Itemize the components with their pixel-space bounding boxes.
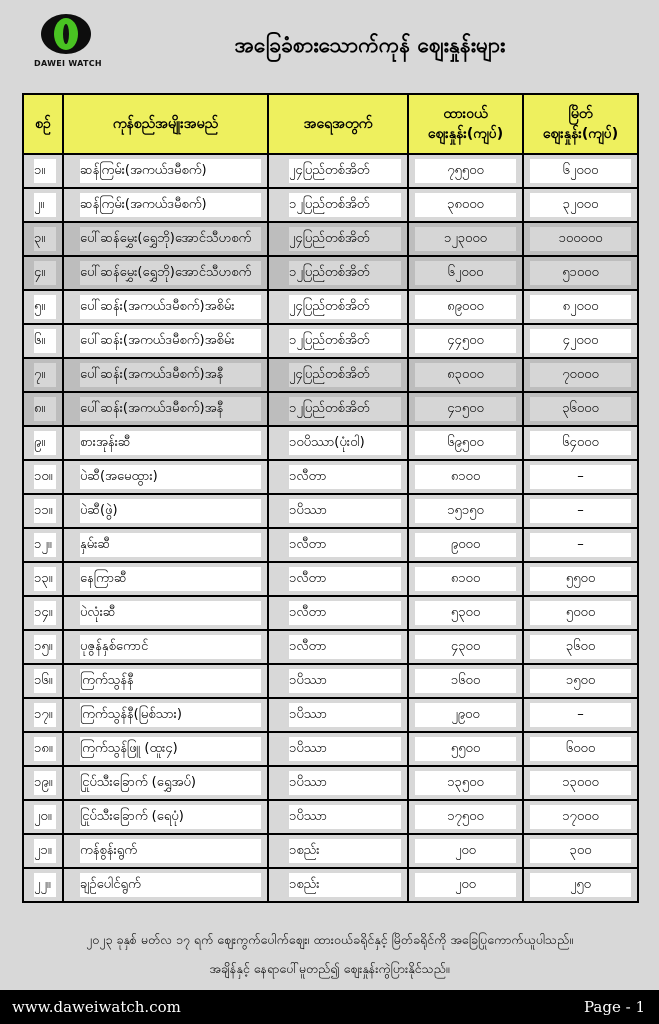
row-dawei-price-cell (408, 596, 523, 630)
table-row (23, 154, 638, 188)
row-item-name-cell (63, 834, 268, 868)
footer-page-number: Page - 1 (584, 998, 645, 1016)
row-myeik-price: ၃၆၀၀ (530, 635, 631, 659)
row-unit: ၂၄ပြည်တစ်အိတ် (289, 159, 401, 183)
row-unit: ၁ပိဿာ (289, 669, 401, 693)
row-item-name: ပေါ်ဆန်း(အကယ်ဒမီစက်)အစိမ်း (80, 295, 261, 319)
row-dawei-price: ၄၁၅၀၀ (415, 397, 516, 421)
row-item-name: ကြက်သွန်နီ(မြစ်သား) (80, 703, 261, 727)
row-item-name: နှမ်းဆီ (80, 533, 261, 557)
row-unit-cell (268, 630, 408, 664)
row-item-name-cell (63, 256, 268, 290)
row-item-name: ပဲလုံးဆီ (80, 601, 261, 625)
row-unit-cell (268, 664, 408, 698)
table-body (23, 154, 638, 902)
row-unit: ၁လီတာ (289, 635, 401, 659)
row-unit: ၁၂ပြည်တစ်အိတ် (289, 329, 401, 353)
table-row (23, 392, 638, 426)
row-dawei-price: ၁၆၀၀ (415, 669, 516, 693)
row-number-cell (23, 868, 63, 902)
row-unit: ၁ပိဿာ (289, 805, 401, 829)
logo-text: DAWEI WATCH (34, 59, 102, 68)
row-myeik-price-cell (523, 868, 638, 902)
row-myeik-price-cell (523, 222, 638, 256)
row-item-name-cell (63, 596, 268, 630)
row-number-cell (23, 732, 63, 766)
row-number-cell (23, 290, 63, 324)
row-number-cell (23, 392, 63, 426)
row-item-name-cell (63, 494, 268, 528)
row-number-cell (23, 766, 63, 800)
row-item-name: ပဲဆီ(ဖွဲ) (80, 499, 261, 523)
row-myeik-price: – (530, 703, 631, 727)
row-myeik-price: ၁၇၀၀၀ (530, 805, 631, 829)
table-row (23, 188, 638, 222)
row-number: ၁၉။ (34, 771, 56, 795)
row-unit: ၂၄ပြည်တစ်အိတ် (289, 227, 401, 251)
table-row (23, 528, 638, 562)
row-dawei-price-cell (408, 460, 523, 494)
row-unit-cell (268, 154, 408, 188)
row-number-cell (23, 596, 63, 630)
row-number: ၅။ (34, 295, 56, 319)
row-item-name-cell (63, 800, 268, 834)
row-item-name: ပုဇွန်နှစ်ကောင် (80, 635, 261, 659)
row-unit: ၂၄ပြည်တစ်အိတ် (289, 295, 401, 319)
row-item-name: ပေါ်ဆန်မွှေး(ရွှေဘို)အောင်သီဟစက် (80, 261, 261, 285)
row-unit-cell (268, 188, 408, 222)
header-name: ကုန်စည်အမျိုးအမည် (63, 94, 268, 154)
row-myeik-price-cell (523, 664, 638, 698)
row-number: ၁၀။ (34, 465, 56, 489)
row-unit-cell (268, 834, 408, 868)
row-dawei-price: ၇၅၅၀၀ (415, 159, 516, 183)
row-unit-cell (268, 222, 408, 256)
row-dawei-price-cell (408, 188, 523, 222)
row-myeik-price: ၅၅၀၀ (530, 567, 631, 591)
table-row (23, 630, 638, 664)
row-item-name-cell (63, 460, 268, 494)
row-dawei-price: ၁၂၃၀၀၀ (415, 227, 516, 251)
row-dawei-price: ၂၀၀ (415, 839, 516, 863)
row-myeik-price: – (530, 465, 631, 489)
row-unit: ၁ပိဿာ (289, 737, 401, 761)
row-unit: ၁၀ပိဿာ(ပုံးဝါ) (289, 431, 401, 455)
row-myeik-price: ၃၀၀ (530, 839, 631, 863)
table-row (23, 562, 638, 596)
row-number: ၁၂။ (34, 533, 56, 557)
row-item-name-cell (63, 766, 268, 800)
row-unit: ၁လီတာ (289, 465, 401, 489)
header-dawei-unit: ဈေးနှုန်း(ကျပ်) (427, 126, 504, 142)
row-item-name-cell (63, 222, 268, 256)
row-dawei-price: ၅၅၀၀ (415, 737, 516, 761)
row-myeik-price: ၃၆၀၀၀ (530, 397, 631, 421)
row-myeik-price-cell (523, 834, 638, 868)
row-dawei-price-cell (408, 494, 523, 528)
row-dawei-price: ၅၃၀၀ (415, 601, 516, 625)
row-item-name-cell (63, 426, 268, 460)
row-unit: ၂၄ပြည်တစ်အိတ် (289, 363, 401, 387)
row-number: ၁၆။ (34, 669, 56, 693)
row-number-cell (23, 630, 63, 664)
row-myeik-price: ၁၅၀၀ (530, 669, 631, 693)
row-dawei-price: ၈၁၀၀ (415, 567, 516, 591)
row-unit-cell (268, 256, 408, 290)
row-number: ၁၁။ (34, 499, 56, 523)
row-unit: ၁စည်း (289, 839, 401, 863)
row-item-name: ပေါ်ဆန်း(အကယ်ဒမီစက်)အစိမ်း (80, 329, 261, 353)
row-number: ၆။ (34, 329, 56, 353)
row-dawei-price-cell (408, 800, 523, 834)
row-item-name: ပေါ်ဆန်း(အကယ်ဒမီစက်)အနီ (80, 397, 261, 421)
row-myeik-price-cell (523, 154, 638, 188)
row-item-name: ကြက်သွန်နီ (80, 669, 261, 693)
row-myeik-price-cell (523, 698, 638, 732)
row-unit-cell (268, 426, 408, 460)
header-myeik-price (523, 94, 638, 154)
row-myeik-price: ၆၂၀၀၀ (530, 159, 631, 183)
row-myeik-price: ၆၄၀၀၀ (530, 431, 631, 455)
row-myeik-price-cell (523, 392, 638, 426)
row-dawei-price-cell (408, 868, 523, 902)
row-myeik-price: ၃၂၀၀၀ (530, 193, 631, 217)
row-number: ၁၈။ (34, 737, 56, 761)
row-dawei-price-cell (408, 834, 523, 868)
table-header-row (23, 94, 638, 154)
row-unit-cell (268, 528, 408, 562)
row-myeik-price-cell (523, 426, 638, 460)
row-item-name-cell (63, 188, 268, 222)
row-unit-cell (268, 324, 408, 358)
table-row (23, 766, 638, 800)
row-myeik-price: ၄၂၀၀၀ (530, 329, 631, 353)
row-number: ၂၀။ (34, 805, 56, 829)
row-unit-cell (268, 494, 408, 528)
row-unit: ၁လီတာ (289, 567, 401, 591)
row-number-cell (23, 222, 63, 256)
row-number-cell (23, 664, 63, 698)
row-item-name: ချဉ်ပေါင်ရွက် (80, 873, 261, 897)
row-dawei-price-cell (408, 358, 523, 392)
row-unit-cell (268, 698, 408, 732)
logo (22, 14, 114, 84)
row-dawei-price-cell (408, 732, 523, 766)
row-myeik-price: ၈၂၀၀၀ (530, 295, 631, 319)
row-item-name-cell (63, 698, 268, 732)
row-number-cell (23, 154, 63, 188)
table-row (23, 256, 638, 290)
table-row (23, 222, 638, 256)
eye-icon (41, 14, 91, 54)
row-dawei-price-cell (408, 630, 523, 664)
row-dawei-price: ၁၇၅၀၀ (415, 805, 516, 829)
row-myeik-price: – (530, 533, 631, 557)
row-unit-cell (268, 460, 408, 494)
row-number: ၁၇။ (34, 703, 56, 727)
row-unit: ၁၂ပြည်တစ်အိတ် (289, 261, 401, 285)
row-item-name: ကန်စွန်းရွက် (80, 839, 261, 863)
footer-website[interactable]: www.daweiwatch.com (12, 998, 181, 1016)
row-myeik-price-cell (523, 460, 638, 494)
row-number: ၁။ (34, 159, 56, 183)
row-dawei-price: ၆၂၀၀၀ (415, 261, 516, 285)
row-number: ၁၄။ (34, 601, 56, 625)
row-number: ၂၂။ (34, 873, 56, 897)
note-line-1: ၂၀၂၃ ခုနှစ် မတ်လ ၁၇ ရက် ဈေးကွက်ပေါက်ဈေး၊ ထားဝယ်ခရိုင်နှင့် မြိတ်ခရိုင်ကို အခြေပြုကောက်ယူပါသည်။ (86, 932, 573, 947)
row-unit: ၁ပိဿာ (289, 499, 401, 523)
row-item-name: ပေါ်ဆန်း(အကယ်ဒမီစက်)အနီ (80, 363, 261, 387)
row-dawei-price: ၄၄၅၀၀ (415, 329, 516, 353)
row-item-name: ငြုပ်သီးခြောက် (ရွှေအပ်) (80, 771, 261, 795)
row-item-name: နေကြာဆီ (80, 567, 261, 591)
row-item-name: ဆန်ကြမ်း(အကယ်ဒမီစက်) (80, 193, 261, 217)
row-item-name: ဆန်ကြမ်း(အကယ်ဒမီစက်) (80, 159, 261, 183)
row-unit: ၁စည်း (289, 873, 401, 897)
row-item-name-cell (63, 154, 268, 188)
row-number-cell (23, 528, 63, 562)
row-number: ၇။ (34, 363, 56, 387)
row-item-name-cell (63, 358, 268, 392)
table-row (23, 290, 638, 324)
row-dawei-price-cell (408, 324, 523, 358)
row-number-cell (23, 256, 63, 290)
row-dawei-price-cell (408, 154, 523, 188)
row-myeik-price: ၁၃၀၀၀ (530, 771, 631, 795)
row-item-name: ပဲဆီ(အမေထွား) (80, 465, 261, 489)
row-dawei-price-cell (408, 528, 523, 562)
header-unit: အရေအတွက် (268, 94, 408, 154)
row-myeik-price-cell (523, 596, 638, 630)
row-dawei-price-cell (408, 562, 523, 596)
row-dawei-price-cell (408, 426, 523, 460)
row-dawei-price-cell (408, 222, 523, 256)
row-unit-cell (268, 868, 408, 902)
row-dawei-price-cell (408, 766, 523, 800)
row-myeik-price-cell (523, 766, 638, 800)
row-unit: ၁လီတာ (289, 533, 401, 557)
row-myeik-price-cell (523, 324, 638, 358)
row-myeik-price-cell (523, 290, 638, 324)
row-myeik-price-cell (523, 528, 638, 562)
row-number-cell (23, 426, 63, 460)
row-number: ၂။ (34, 193, 56, 217)
row-unit: ၁ပိဿာ (289, 771, 401, 795)
row-number: ၈။ (34, 397, 56, 421)
row-item-name-cell (63, 664, 268, 698)
row-dawei-price-cell (408, 664, 523, 698)
row-myeik-price-cell (523, 732, 638, 766)
row-myeik-price-cell (523, 494, 638, 528)
page-title: အခြေခံစားသောက်ကုန် ဈေးနှုန်းများ (234, 33, 506, 57)
table-row (23, 800, 638, 834)
table-row (23, 868, 638, 902)
row-myeik-price-cell (523, 188, 638, 222)
row-unit: ၁လီတာ (289, 601, 401, 625)
row-unit: ၁၂ပြည်တစ်အိတ် (289, 397, 401, 421)
row-unit-cell (268, 290, 408, 324)
row-dawei-price-cell (408, 256, 523, 290)
row-myeik-price: ၂၅၀ (530, 873, 631, 897)
row-dawei-price: ၈၃၀၀၀ (415, 363, 516, 387)
row-dawei-price: ၂၉၀၀ (415, 703, 516, 727)
row-myeik-price: ၅၀၀၀ (530, 601, 631, 625)
row-myeik-price: ၆၀၀၀ (530, 737, 631, 761)
table-row (23, 494, 638, 528)
row-item-name: ငြုပ်သီးခြောက် (ရေပုံ) (80, 805, 261, 829)
row-myeik-price-cell (523, 562, 638, 596)
row-number: ၄။ (34, 261, 56, 285)
table-row (23, 596, 638, 630)
row-number: ၂၁။ (34, 839, 56, 863)
row-number: ၃။ (34, 227, 56, 251)
row-myeik-price: ၇၀၀၀၀ (530, 363, 631, 387)
row-dawei-price: ၉၀၀၀ (415, 533, 516, 557)
table-row (23, 358, 638, 392)
row-unit-cell (268, 358, 408, 392)
header-dawei-price (408, 94, 523, 154)
row-myeik-price: – (530, 499, 631, 523)
row-item-name-cell (63, 528, 268, 562)
table-row (23, 834, 638, 868)
table-row (23, 698, 638, 732)
row-unit: ၁ပိဿာ (289, 703, 401, 727)
header-no: စဉ် (23, 94, 63, 154)
row-item-name-cell (63, 562, 268, 596)
row-unit-cell (268, 732, 408, 766)
row-dawei-price-cell (408, 290, 523, 324)
header-myeik-town: မြိတ် (568, 106, 593, 122)
header-myeik-unit: ဈေးနှုန်း(ကျပ်) (542, 126, 619, 142)
row-number-cell (23, 460, 63, 494)
row-dawei-price-cell (408, 698, 523, 732)
footer-bar (0, 990, 659, 1024)
table-row (23, 732, 638, 766)
row-number: ၁၃။ (34, 567, 56, 591)
table-row (23, 324, 638, 358)
row-number: ၉။ (34, 431, 56, 455)
row-number-cell (23, 800, 63, 834)
row-number: ၁၅။ (34, 635, 56, 659)
row-item-name: စားအုန်းဆီ (80, 431, 261, 455)
row-dawei-price: ၄၃၀၀ (415, 635, 516, 659)
row-unit-cell (268, 800, 408, 834)
row-myeik-price-cell (523, 800, 638, 834)
row-dawei-price: ၈၁၀၀ (415, 465, 516, 489)
row-item-name: ပေါ်ဆန်မွှေး(ရွှေဘို)အောင်သီဟစက် (80, 227, 261, 251)
row-item-name: ကြက်သွန်ဖြူ (ထူး၄) (80, 737, 261, 761)
row-myeik-price-cell (523, 630, 638, 664)
row-dawei-price-cell (408, 392, 523, 426)
row-item-name-cell (63, 290, 268, 324)
row-dawei-price: ၈၉၀၀၀ (415, 295, 516, 319)
row-unit-cell (268, 596, 408, 630)
row-item-name-cell (63, 732, 268, 766)
table-row (23, 460, 638, 494)
row-item-name-cell (63, 630, 268, 664)
header-dawei-town: ထားဝယ် (443, 106, 488, 122)
row-item-name-cell (63, 392, 268, 426)
note-line-2: အချိန်နှင့် နေရာပေါ်မူတည်၍ ဈေးနှုန်းကွဲပြားနိုင်သည်။ (209, 961, 450, 976)
row-dawei-price: ၁၃၅၀၀ (415, 771, 516, 795)
row-number-cell (23, 698, 63, 732)
row-myeik-price: ၅၁၀၀၀ (530, 261, 631, 285)
row-number-cell (23, 494, 63, 528)
row-number-cell (23, 834, 63, 868)
row-unit-cell (268, 392, 408, 426)
row-myeik-price-cell (523, 256, 638, 290)
row-myeik-price: ၁၀၀၀၀၀ (530, 227, 631, 251)
row-dawei-price: ၆၉၅၀၀ (415, 431, 516, 455)
table-row (23, 664, 638, 698)
row-unit-cell (268, 766, 408, 800)
row-item-name-cell (63, 868, 268, 902)
row-dawei-price: ၃၈၀၀၀ (415, 193, 516, 217)
row-unit-cell (268, 562, 408, 596)
row-myeik-price-cell (523, 358, 638, 392)
row-number-cell (23, 562, 63, 596)
row-item-name-cell (63, 324, 268, 358)
table-row (23, 426, 638, 460)
row-number-cell (23, 358, 63, 392)
price-table (22, 93, 639, 903)
row-dawei-price: ၁၅၁၅၀ (415, 499, 516, 523)
row-unit: ၁၂ပြည်တစ်အိတ် (289, 193, 401, 217)
row-number-cell (23, 188, 63, 222)
row-dawei-price: ၂၀၀ (415, 873, 516, 897)
row-number-cell (23, 324, 63, 358)
